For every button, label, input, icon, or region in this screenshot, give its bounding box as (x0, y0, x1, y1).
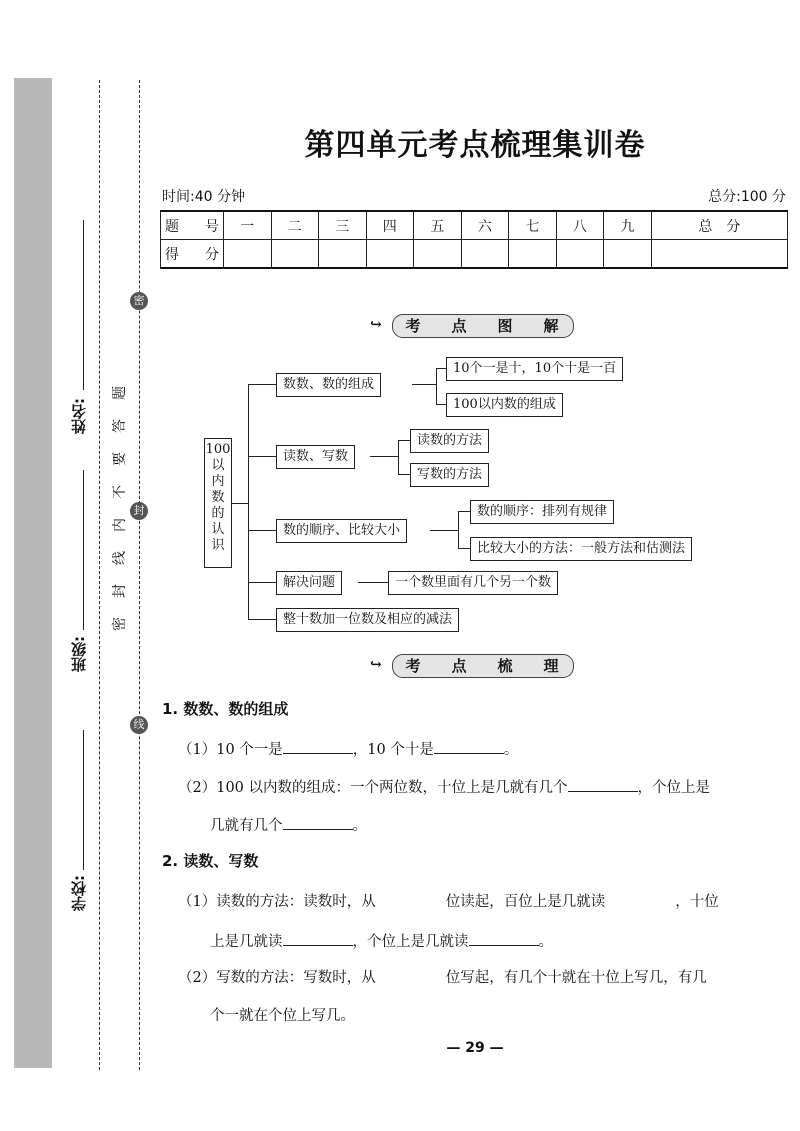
header-cell: 三 (319, 211, 367, 240)
score-cell[interactable] (461, 240, 509, 269)
section-banner-review (370, 654, 580, 676)
mindmap-leaf: 10个一是十，10个十是一百 (446, 357, 623, 381)
school-line[interactable] (83, 730, 84, 870)
root-text: 认 (211, 522, 225, 537)
root-text: 识 (211, 538, 225, 553)
question-text: ，个位上是几就读 (352, 934, 469, 950)
question-text: 。 (538, 934, 553, 950)
time-limit: 时间:40 分钟 (162, 189, 245, 205)
page-title: 第四单元考点梳理集训卷 (304, 128, 646, 163)
mindmap-root (204, 438, 232, 568)
question-text: （2）100 以内数的组成：一个两位数，十位上是几就有几个 (178, 780, 568, 796)
question-text: 位写起，有几个十就在十位上写几，有几 (445, 970, 707, 986)
class-line[interactable] (83, 470, 84, 630)
answer-blank[interactable] (434, 739, 504, 754)
answer-blank[interactable] (283, 739, 353, 754)
answer-blank[interactable] (469, 931, 539, 946)
connector (248, 384, 249, 619)
question-text: 。 (352, 818, 367, 834)
answer-blank[interactable] (283, 815, 353, 830)
connector (248, 530, 276, 531)
seal-char: 线 (112, 551, 128, 565)
connector (436, 368, 437, 404)
root-text: 内 (211, 474, 225, 489)
section-2-heading: 2. 读数、写数 (162, 852, 259, 870)
question-2-2-cont (210, 1004, 355, 1025)
score-cell[interactable] (271, 240, 319, 269)
page-number: — 29 — (446, 1040, 504, 1056)
connector (436, 368, 446, 369)
connector (436, 404, 446, 405)
school-label: 学校: (70, 875, 88, 911)
question-text: ，10 个十是 (352, 742, 434, 758)
mindmap-leaf: 100以内数的组成 (446, 393, 563, 417)
header-cell: 总 分 (651, 211, 787, 240)
header-cell: 一 (224, 211, 272, 240)
root-text: 100 (205, 442, 231, 457)
mindmap-node: 数数、数的组成 (276, 373, 381, 397)
cut-line (99, 80, 100, 1070)
header-cell: 四 (366, 211, 414, 240)
score-cell[interactable] (556, 240, 604, 269)
connector (232, 503, 248, 504)
score-cell[interactable] (651, 240, 787, 269)
arrow-icon: ↪ (370, 657, 382, 673)
seal-char: 不 (112, 485, 128, 499)
mindmap-leaf: 读数的方法 (410, 429, 489, 453)
question-text: ，十位 (675, 894, 719, 910)
connector (458, 548, 470, 549)
answer-blank[interactable] (283, 931, 353, 946)
connector (398, 474, 410, 475)
score-table (160, 210, 788, 269)
banner-char: 图 (488, 315, 522, 333)
connector (458, 511, 459, 548)
mindmap-node: 解决问题 (276, 571, 342, 595)
name-label: 姓名: (70, 398, 88, 434)
question-1-2-cont (210, 814, 367, 835)
section-banner-diagram (370, 314, 580, 336)
question-text: 上是几就读 (210, 934, 283, 950)
header-cell: 六 (461, 211, 509, 240)
score-cell[interactable] (366, 240, 414, 269)
banner-char: 解 (534, 315, 568, 333)
answer-blank[interactable] (568, 777, 638, 792)
score-header-row (161, 211, 788, 240)
connector (370, 456, 398, 457)
seal-char: 题 (112, 386, 128, 400)
score-cell[interactable] (224, 240, 272, 269)
mindmap-node: 整十数加一位数及相应的减法 (276, 608, 459, 632)
question-1-1 (178, 738, 518, 759)
seal-char: 密 (112, 617, 128, 631)
score-cell[interactable] (319, 240, 367, 269)
question-2-2 (178, 966, 707, 987)
connector (248, 619, 276, 620)
class-label: 班级: (70, 636, 88, 672)
seal-mark-feng: 封 (130, 502, 148, 520)
question-1-2 (178, 776, 710, 797)
root-text: 以 (211, 458, 225, 473)
connector (358, 582, 388, 583)
banner-char: 考 (396, 655, 430, 673)
mindmap-leaf: 一个数里面有几个另一个数 (388, 571, 558, 595)
header-cell: 二 (271, 211, 319, 240)
question-text: 位读起，百位上是几就读 (445, 894, 606, 910)
question-2-1 (178, 890, 719, 911)
score-cell[interactable] (509, 240, 557, 269)
connector (458, 511, 470, 512)
seal-line (139, 80, 140, 1070)
mindmap-leaf: 数的顺序：排列有规律 (470, 500, 614, 524)
question-text: ，个位上是 (637, 780, 711, 796)
binding-strip (14, 78, 52, 1068)
connector (248, 384, 276, 385)
mindmap-leaf: 写数的方法 (410, 463, 489, 487)
question-text: 个一就在个位上写几。 (210, 1008, 355, 1024)
score-cell[interactable] (604, 240, 652, 269)
question-2-1-cont (210, 930, 553, 951)
seal-char: 要 (112, 452, 128, 466)
seal-char: 封 (112, 584, 128, 598)
header-cell: 题 号 (161, 211, 224, 240)
connector (248, 456, 276, 457)
banner-char: 考 (396, 315, 430, 333)
root-text: 的 (211, 506, 225, 521)
score-cell[interactable] (414, 240, 462, 269)
section-1-heading: 1. 数数、数的组成 (162, 700, 289, 718)
mindmap-node: 读数、写数 (276, 445, 355, 469)
seal-mark-xian: 线 (130, 716, 148, 734)
total-score: 总分:100 分 (708, 189, 786, 205)
connector (412, 384, 436, 385)
banner-char: 点 (442, 655, 476, 673)
header-cell: 五 (414, 211, 462, 240)
question-text: （2）写数的方法：写数时，从 (178, 970, 376, 986)
name-line[interactable] (83, 220, 84, 390)
mindmap-leaf: 比较大小的方法：一般方法和估测法 (470, 537, 692, 561)
seal-char: 答 (112, 419, 128, 433)
banner-char: 梳 (488, 655, 522, 673)
arrow-icon: ↪ (370, 317, 382, 333)
question-text: （1）读数的方法：读数时，从 (178, 894, 376, 910)
header-cell: 九 (604, 211, 652, 240)
score-row-label: 得 分 (161, 240, 224, 269)
header-cell: 七 (509, 211, 557, 240)
connector (430, 530, 458, 531)
connector (398, 440, 410, 441)
banner-char: 点 (442, 315, 476, 333)
connector (398, 440, 399, 474)
question-text: （1）10 个一是 (178, 742, 283, 758)
connector (248, 582, 276, 583)
seal-mark-mi: 密 (130, 292, 148, 310)
question-text: 几就有几个 (210, 818, 283, 834)
score-value-row (161, 240, 788, 269)
root-text: 数 (211, 490, 225, 505)
header-cell: 八 (556, 211, 604, 240)
mindmap-node: 数的顺序、比较大小 (276, 519, 407, 543)
question-text: 。 (503, 742, 519, 758)
banner-char: 理 (534, 655, 568, 673)
seal-char: 内 (112, 518, 128, 532)
